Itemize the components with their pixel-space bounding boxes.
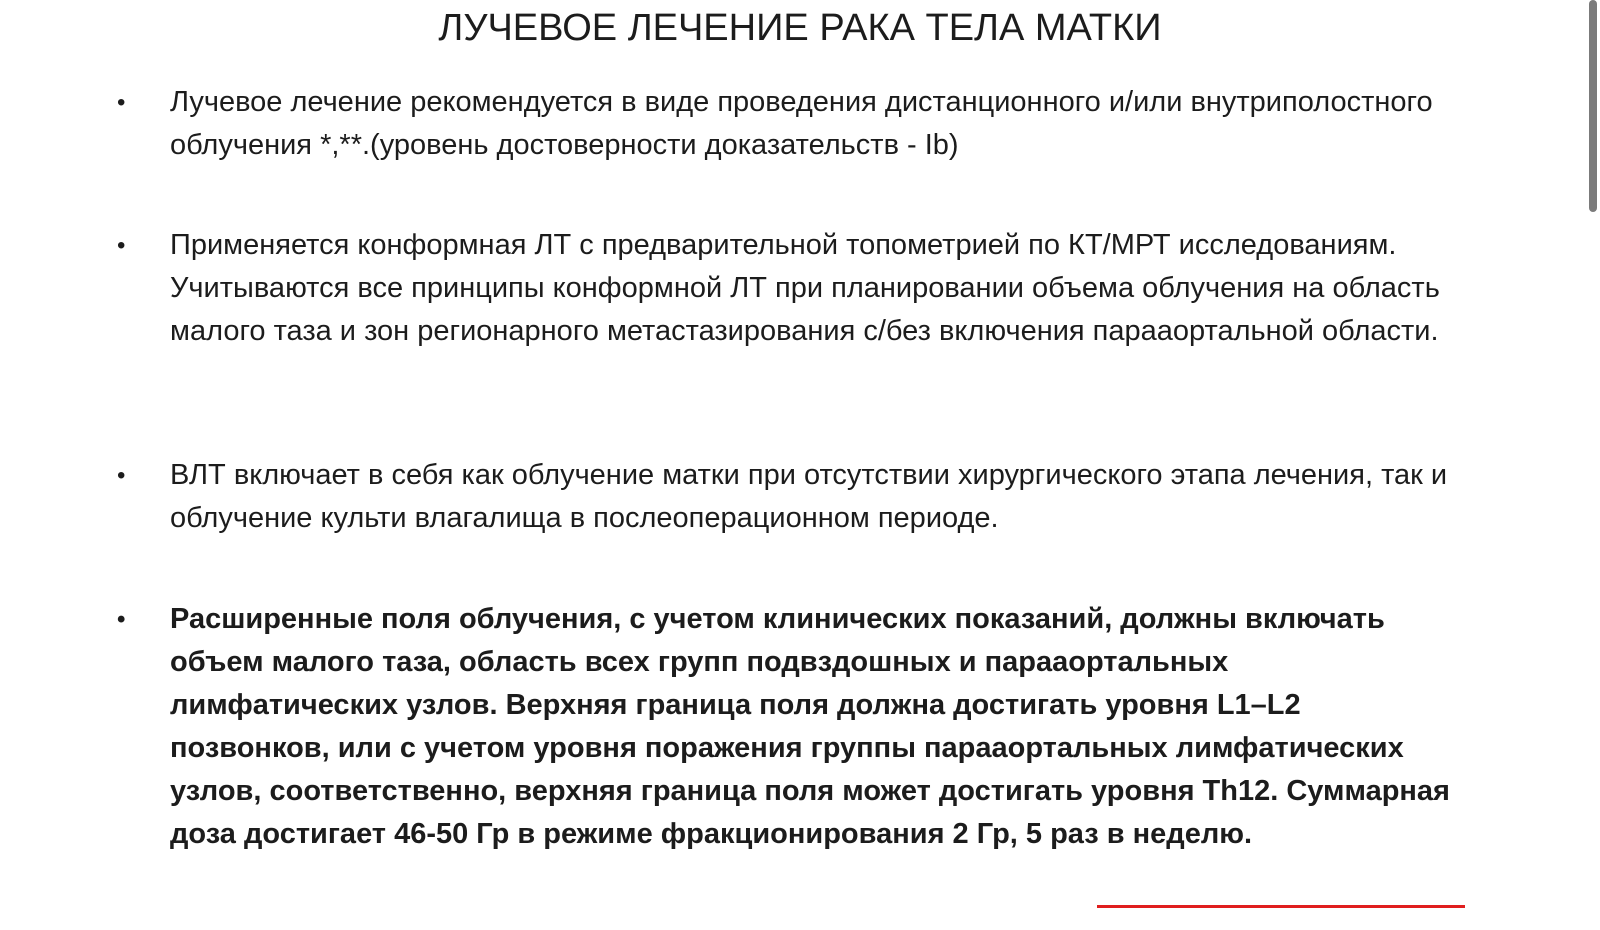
bullet-marker: • bbox=[117, 606, 126, 633]
bullet-text: Расширенные поля облучения, с учетом клинических показаний, должны включать объем малого таза, область всех групп подвздошных и парааортальных лимфатических узлов. Верхняя граница поля должна достигать уровня L1–L2 позвонков, или с учетом уровня поражения группы парааортальных лимфатических узлов, соответственно, верхняя граница поля может достигать уровня Th12. Суммарная доза достигает 46-50 Гр в режиме фракционирования 2 Гр, 5 раз в неделю. bbox=[170, 603, 1450, 850]
vertical-scrollbar[interactable] bbox=[1586, 0, 1600, 930]
bullet-text: Лучевое лечение рекомендуется в виде проведения дистанционного и/или внутриполостного облучения *,**.(уровень достоверности доказательств - Ib) bbox=[170, 86, 1433, 161]
scrollbar-thumb[interactable] bbox=[1589, 0, 1597, 212]
bullet-item-radiation-methods bbox=[117, 81, 1460, 167]
bullet-item-extended-fields bbox=[117, 598, 1460, 856]
slide-title: ЛУЧЕВОЕ ЛЕЧЕНИЕ РАКА ТЕЛА МАТКИ bbox=[438, 7, 1162, 49]
bullet-item-brachytherapy bbox=[117, 454, 1460, 540]
bullet-marker: • bbox=[117, 89, 126, 116]
bullet-item-conformal-rt bbox=[117, 224, 1460, 353]
red-accent-rule bbox=[1097, 905, 1465, 908]
bullet-text: Применяется конформная ЛТ с предварительной топометрией по КТ/МРТ исследованиям. Учитываются все принципы конформной ЛТ при планировании объема облучения на область малого таза и зон регионарного метастазирования с/без включения парааортальной области. bbox=[170, 229, 1440, 347]
bullet-text: ВЛТ включает в себя как облучение матки при отсутствии хирургического этапа лечения, так и облучение культи влагалища в послеоперационном периоде. bbox=[170, 459, 1448, 534]
bullet-marker: • bbox=[117, 462, 126, 489]
bullet-marker: • bbox=[117, 232, 126, 259]
